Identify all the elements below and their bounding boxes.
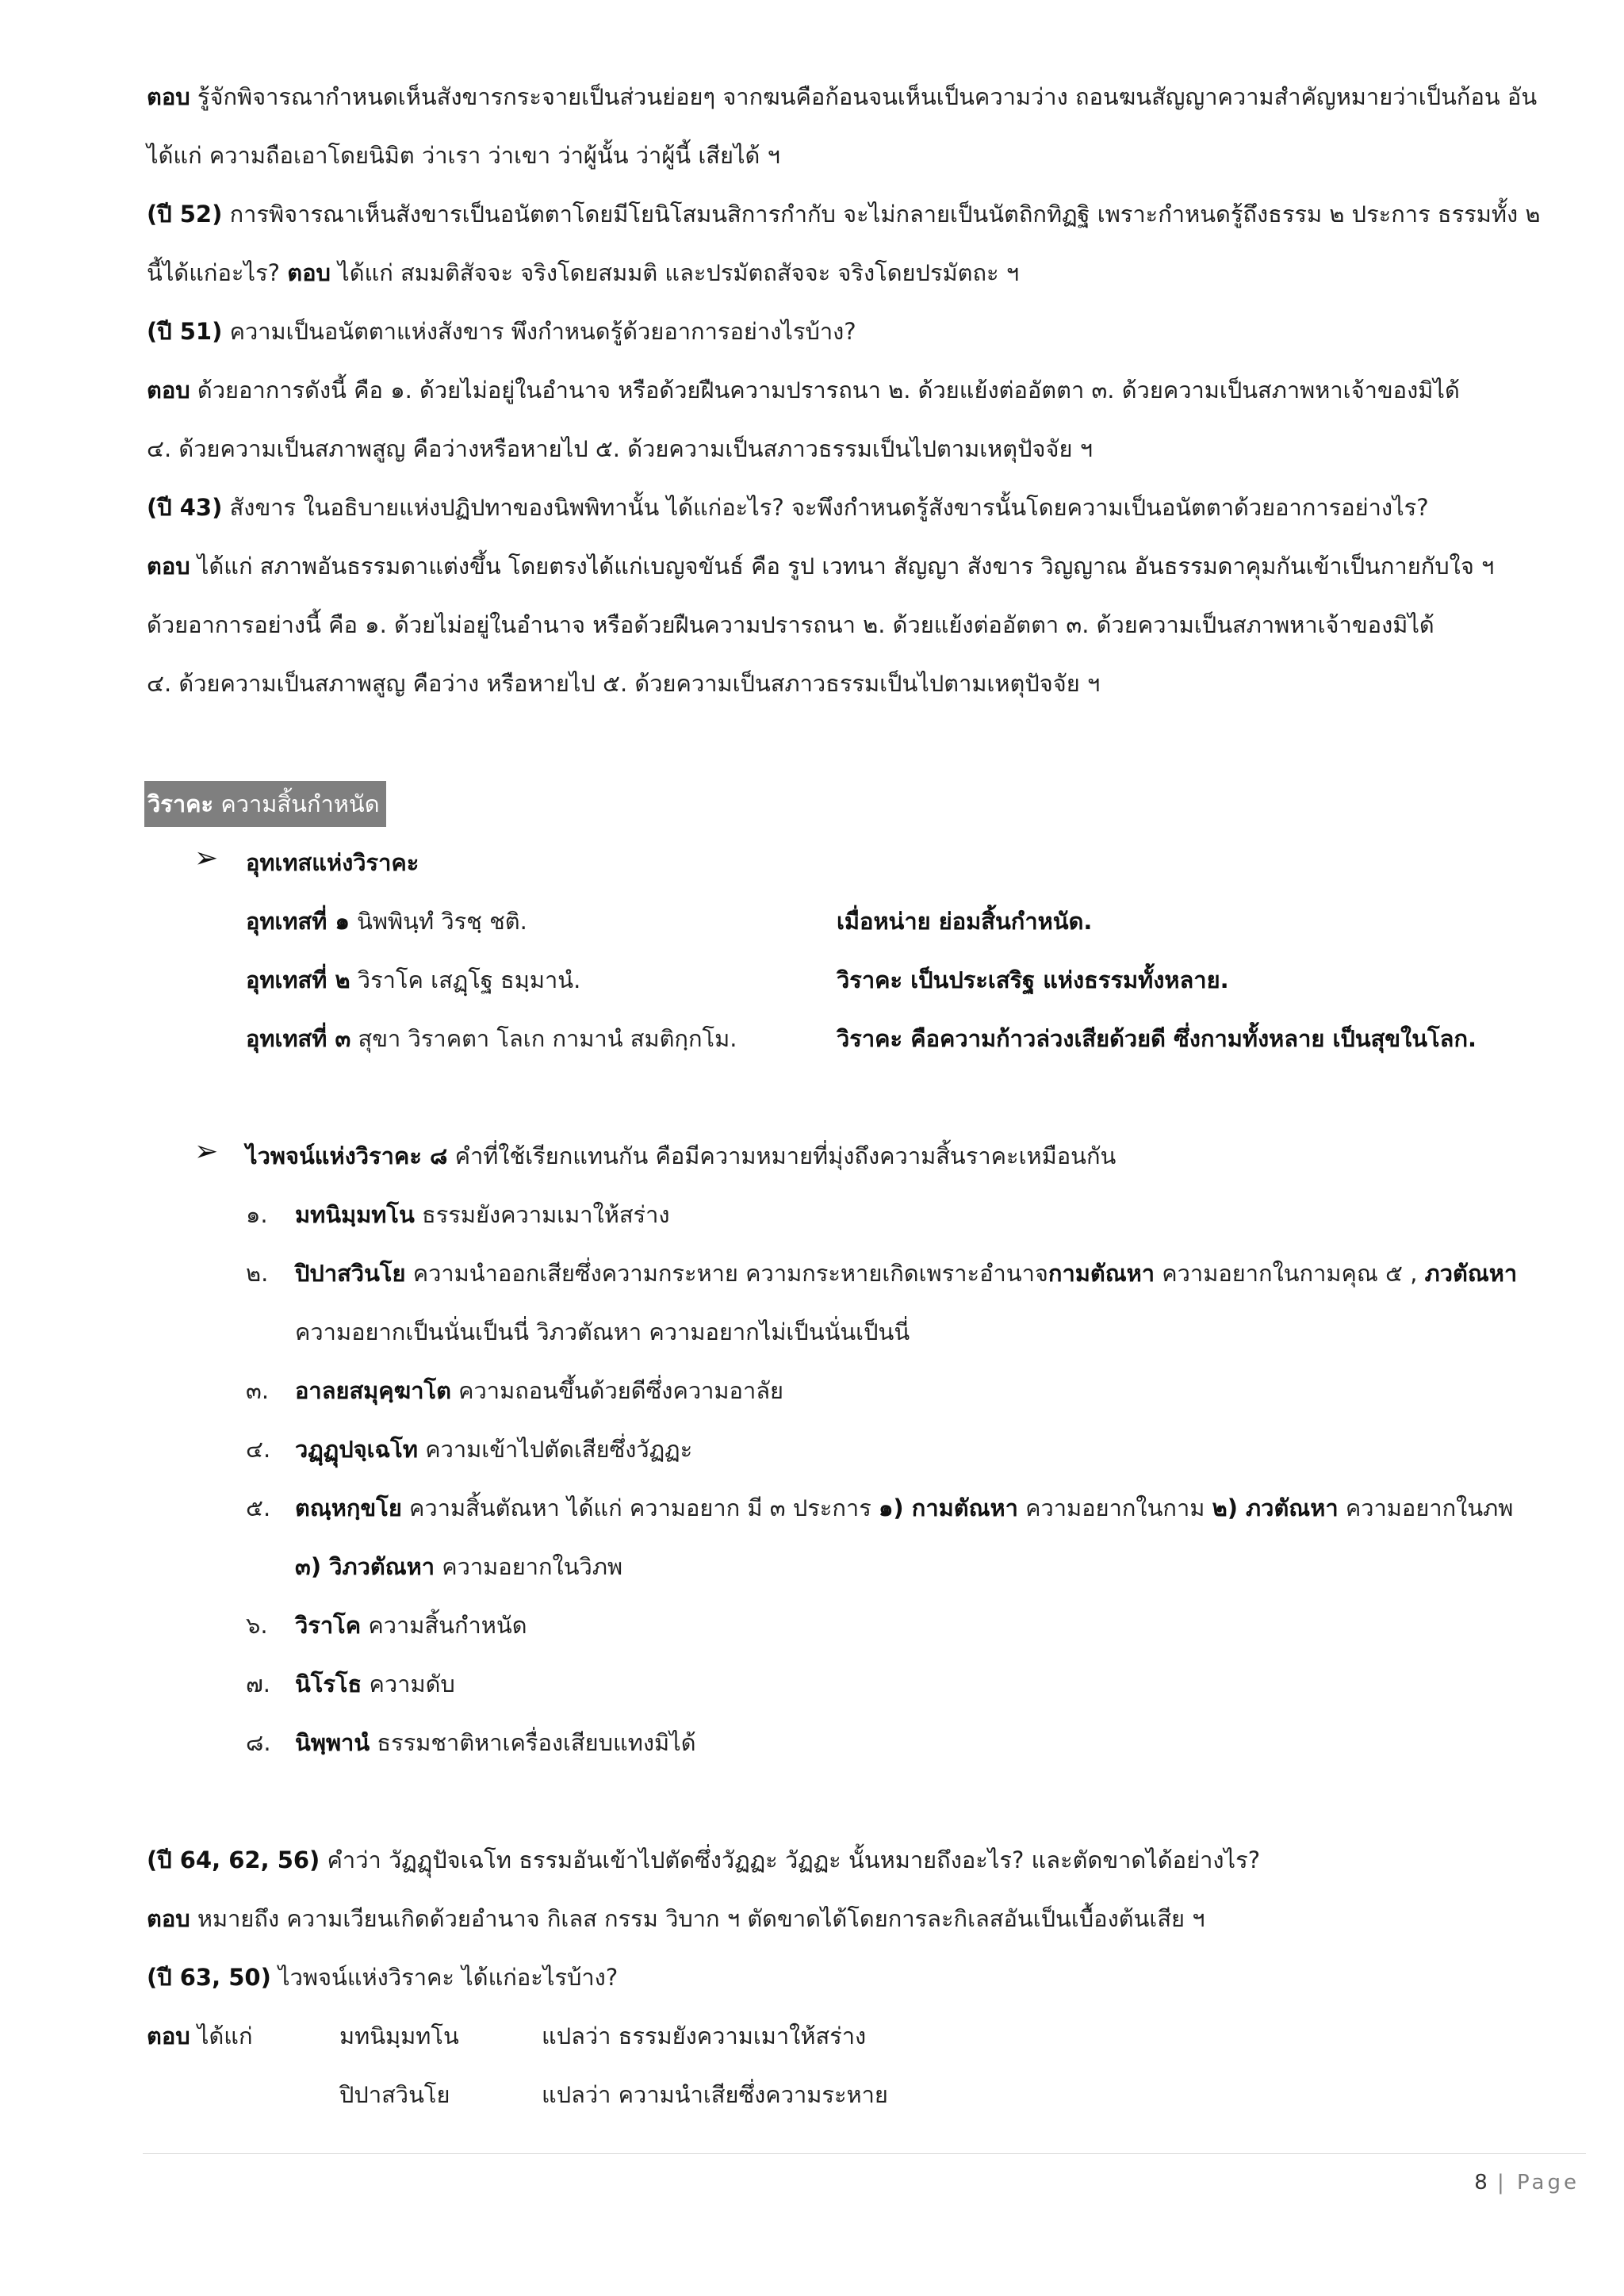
uddesa-label: อุทเทสที่ ๒ (246, 966, 350, 993)
list-item (295, 1668, 455, 1700)
list-item (295, 1375, 783, 1406)
line-text: การพิจารณาเห็นสังขารเป็นอนัตตาโดยมีโยนิโสมนสิการกำกับ จะไม่กลายเป็นนัตถิกทิฏฐิ เพราะกำหนดรู้ถึงธรรม ๒ ประการ ธรรมทั้ง ๒ (222, 201, 1541, 228)
uddesa-label: อุทเทสที่ ๑ (246, 908, 350, 935)
synonym-desc: ความอยากในกาม (1017, 1494, 1212, 1521)
answer-term: ปิปาสวินโย (339, 2081, 450, 2108)
uddesa-label: อุทเทสที่ ๓ (246, 1025, 351, 1052)
page-label: Page (1517, 2171, 1580, 2195)
question-line (147, 1961, 618, 1993)
text-line: ๔. ด้วยความเป็นสภาพสูญ คือว่างหรือหายไป ๕. ด้วยความเป็นสภาวธรรมเป็นไปตามเหตุปัจจัย ฯ (147, 435, 1094, 462)
synonym-desc: ความอยากในภพ (1338, 1494, 1514, 1521)
synonym-desc: ธรรมชาติหาเครื่องเสียบแทงมิได้ (370, 1729, 696, 1756)
synonym-bold: ภวตัณหา (1424, 1260, 1518, 1287)
line-text: ความเป็นอนัตตาแห่งสังขาร พึงกำหนดรู้ด้วยอาการอย่างไรบ้าง? (222, 318, 856, 345)
section-title-bold: วิราคะ (147, 790, 214, 817)
synonym-term: มทนิมฺมทโน (295, 1201, 415, 1228)
answer-label: ตอบ (147, 2022, 190, 2049)
synonym-desc: ความเข้าไปตัดเสียซึ่งวัฏฏะ (417, 1436, 693, 1463)
question-label: (ปี 64, 62, 56) (147, 1846, 320, 1873)
synonym-term: ปิปาสวินโย (295, 1260, 406, 1287)
question-line (147, 1844, 1260, 1876)
question-text: ไวพจน์แห่งวิราคะ ได้แก่อะไรบ้าง? (270, 1964, 619, 1991)
list-number: ๕. (246, 1494, 271, 1521)
synonym-term: นิพฺพานํ (295, 1729, 370, 1756)
synonym-desc: ความอยากในกามคุณ ๕ , (1155, 1260, 1425, 1287)
text-line: ได้แก่ ความถือเอาโดยนิมิต ว่าเรา ว่าเขา ว่าผู้นั้น ว่าผู้นี้ เสียได้ ฯ (147, 142, 780, 169)
uddesa-pali: สุขา วิราคตา โลเก กามานํ สมติกฺกโม. (350, 1025, 737, 1052)
list-number: ๓. (246, 1377, 270, 1404)
answer-meaning: แปลว่า ความนำเสียซึ่งความระหาย (542, 2081, 888, 2108)
section-title-rest: ความสิ้นกำหนัด (213, 790, 380, 817)
synonym-term: วิราโค (295, 1612, 362, 1639)
subsection-heading (246, 1140, 1116, 1172)
synonyms-heading-rest: คำที่ใช้เรียกแทนกัน คือมีความหมายที่มุ่งถึงความสิ้นราคะเหมือนกัน (447, 1142, 1116, 1169)
synonym-term: อาลยสมุคฺฆาโต (295, 1377, 451, 1404)
text-line (147, 257, 1019, 289)
synonym-desc: ความถอนขึ้นด้วยดีซึ่งความอาลัย (450, 1377, 783, 1404)
answer-text: ได้แก่ (190, 2022, 253, 2049)
page-footer (1474, 2171, 1580, 2195)
synonym-term: ตณฺหกฺขโย (295, 1494, 402, 1521)
answer-label: ตอบ (147, 377, 190, 404)
answer-line (147, 1903, 1205, 1934)
answer-label: ตอบ (147, 83, 190, 110)
subsection-heading (246, 847, 419, 878)
line-text: นี้ได้แก่อะไร? (147, 259, 288, 286)
text-line (147, 374, 1460, 406)
uddesa-heading: อุทเทสแห่งวิราคะ (246, 849, 419, 876)
list-item (295, 1257, 1517, 1289)
line-text: ได้แก่ สภาพอันธรรมดาแต่งขึ้น โดยตรงได้แก่เบญจขันธ์ คือ รูป เวทนา สัญญา สังขาร วิญญาณ อันธรรมดาคุมกันเข้าเป็นกายกับใจ ฯ (190, 553, 1495, 580)
uddesa-meaning-text: วิราคะ เป็นประเสริฐ แห่งธรรมทั้งหลาย. (837, 966, 1229, 993)
question-label: (ปี 52) (147, 201, 223, 228)
uddesa-meaning-text: วิราคะ คือความก้าวล่วงเสียด้วยดี ซึ่งกามทั้งหลาย เป็นสุขในโลก. (837, 1025, 1477, 1052)
list-item (295, 1199, 670, 1230)
synonyms-heading: ไวพจน์แห่งวิราคะ ๘ (246, 1142, 448, 1169)
list-number: ๗. (246, 1670, 271, 1697)
uddesa-item (246, 1023, 737, 1054)
synonym-desc: ความสิ้นตัณหา ได้แก่ ความอยาก มี ๓ ประการ (401, 1494, 879, 1521)
synonym-desc: ความนำออกเสียซึ่งความกระหาย ความกระหายเกิดเพราะอำนาจ (405, 1260, 1048, 1287)
uddesa-item (246, 905, 527, 937)
list-number: ๒. (246, 1260, 269, 1287)
text-line (147, 316, 856, 347)
list-number: ๘. (246, 1729, 271, 1756)
list-number: ๔. (246, 1436, 271, 1463)
answer-label: ตอบ (147, 553, 190, 580)
line-text: ด้วยอาการดังนี้ คือ ๑. ด้วยไม่อยู่ในอำนาจ หรือด้วยฝืนความปรารถนา ๒. ด้วยแย้งต่ออัตตา ๓. ด้วยความเป็นสภาพหาเจ้าของมิได้ (190, 377, 1460, 404)
arrow-bullet-icon: ➢ (194, 842, 219, 874)
synonym-bold: ๓) วิภวตัณหา (295, 1553, 435, 1580)
uddesa-meaning-text: เมื่อหน่าย ย่อมสิ้นกำหนัด. (837, 908, 1093, 935)
answer-meaning: แปลว่า ธรรมยังความเมาให้สร่าง (542, 2022, 867, 2049)
synonym-desc: ความสิ้นกำหนัด (361, 1612, 527, 1639)
synonym-desc: ความอยากในวิภพ (435, 1553, 623, 1580)
footer-divider (143, 2153, 1586, 2154)
answer-label: ตอบ (287, 259, 331, 286)
answer-term: มทนิมฺมทโน (339, 2022, 459, 2049)
page-separator: | (1487, 2171, 1518, 2195)
list-item (295, 1492, 1513, 1524)
line-text: สังขาร ในอธิบายแห่งปฏิปทาของนิพพิทานั้น ได้แก่อะไร? จะพึงกำหนดรู้สังขารนั้นโดยความเป็นอนัตตาด้วยอาการอย่างไร? (222, 494, 1429, 521)
text-line (147, 492, 1429, 523)
synonym-bold: ๑) กามตัณหา (879, 1494, 1018, 1521)
uddesa-meaning (837, 1023, 1477, 1054)
question-label: (ปี 51) (147, 318, 223, 345)
text-line: ๔. ด้วยความเป็นสภาพสูญ คือว่าง หรือหายไป ๕. ด้วยความเป็นสภาวธรรมเป็นไปตามเหตุปัจจัย ฯ (147, 670, 1101, 697)
list-number: ๑. (246, 1201, 268, 1228)
uddesa-pali: วิราโค เสฏฺโฐ ธมฺมานํ. (350, 966, 581, 993)
answer-line (147, 2020, 253, 2052)
text-line: ด้วยอาการอย่างนี้ คือ ๑. ด้วยไม่อยู่ในอำนาจ หรือด้วยฝืนความปรารถนา ๒. ด้วยแย้งต่ออัตตา ๓. ด้วยความเป็นสภาพหาเจ้าของมิได้ (147, 611, 1434, 638)
page-number: 8 (1474, 2171, 1488, 2195)
text-line (147, 81, 1537, 113)
text-line (147, 550, 1494, 582)
answer-text: หมายถึง ความเวียนเกิดด้วยอำนาจ กิเลส กรรม วิบาก ฯ ตัดขาดได้โดยการละกิเลสอันเป็นเบื้องต้นเสีย ฯ (190, 1905, 1205, 1932)
synonym-bold: ๒) ภวตัณหา (1212, 1494, 1339, 1521)
text-line (147, 198, 1540, 230)
uddesa-pali: นิพพินฺทํ วิรชฺ ชติ. (349, 908, 527, 935)
synonym-bold: กามตัณหา (1048, 1260, 1155, 1287)
list-item-continuation: ความอยากเป็นนั่นเป็นนี่ วิภวตัณหา ความอยากไม่เป็นนั่นเป็นนี่ (295, 1318, 910, 1345)
uddesa-item (246, 964, 580, 996)
arrow-bullet-icon: ➢ (194, 1135, 219, 1168)
list-item (295, 1433, 692, 1465)
uddesa-meaning (837, 964, 1229, 996)
section-heading (144, 781, 386, 827)
question-label: (ปี 43) (147, 494, 223, 521)
line-text: รู้จักพิจารณากำหนดเห็นสังขารกระจายเป็นส่วนย่อยๆ จากฆนคือก้อนจนเห็นเป็นความว่าง ถอนฆนสัญญาความสำคัญหมายว่าเป็นก้อน อัน (197, 83, 1538, 110)
synonym-desc: ความดับ (362, 1670, 455, 1697)
list-item (295, 1609, 527, 1641)
synonym-term: นิโรโธ (295, 1670, 362, 1697)
list-number: ๖. (246, 1612, 268, 1639)
line-text: ได้แก่ สมมติสัจจะ จริงโดยสมมติ และปรมัตถสัจจะ จริงโดยปรมัตถะ ฯ (330, 259, 1020, 286)
list-item (295, 1727, 696, 1758)
uddesa-meaning (837, 905, 1092, 937)
synonym-term: วฏฺฏุปจฺเฉโท (295, 1436, 418, 1463)
question-text: คำว่า วัฏฏุปัจเฉโท ธรรมอันเข้าไปตัดซึ่งวัฏฏะ วัฏฏะ นั้นหมายถึงอะไร? และตัดขาดได้อย่างไร? (320, 1846, 1261, 1873)
list-item-continuation (295, 1551, 622, 1582)
answer-label: ตอบ (147, 1905, 190, 1932)
question-label: (ปี 63, 50) (147, 1964, 271, 1991)
synonym-desc: ธรรมยังความเมาให้สร่าง (414, 1201, 670, 1228)
